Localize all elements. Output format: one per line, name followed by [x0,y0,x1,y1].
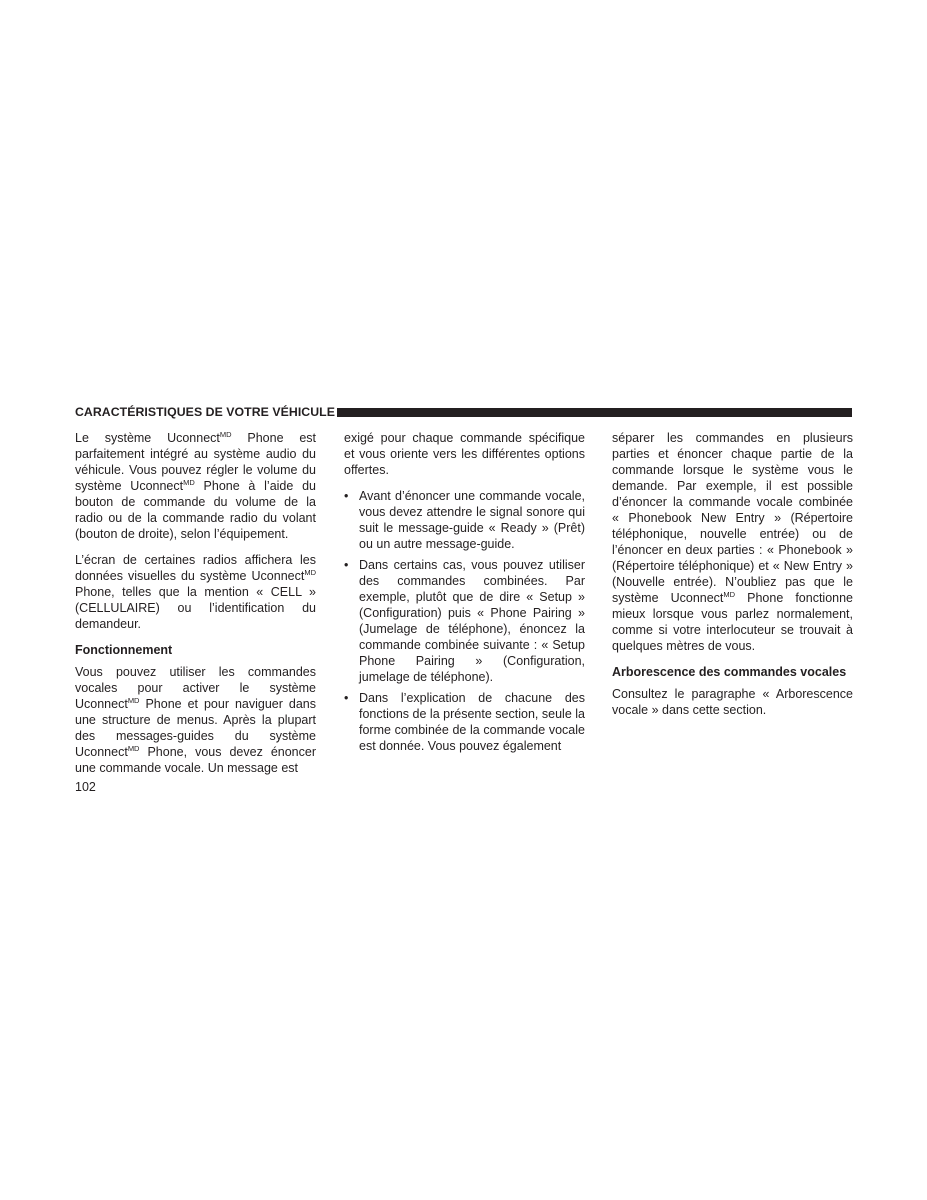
bullet-list [344,488,585,754]
superscript-md: MD [183,478,195,487]
list-item-text: Avant d’énoncer une commande vocale, vous devez attendre le signal sonore qui suit le message-guide « Ready » (Prêt) ou un autre message-guide. [359,489,585,551]
paragraph-radio-display [75,552,316,632]
paragraph-uconnect-intro [75,430,316,542]
list-item [344,488,585,552]
section-header [75,405,852,419]
text-run: séparer les commandes en plusieurs parties et énoncer chaque partie de la commande lorsque le système vous le demande. Par exemple, il est possible d’énoncer la commande vocale combinée « Phonebook New Entry » (Répertoire téléphonique, nouvelle entrée) ou de l’énoncer en deux parties : « Phonebook » (Répertoire téléphonique) et « New Entry » (Nouvelle entrée). N’oubliez pas que le système Uconnect [612,431,853,605]
superscript-md: MD [304,568,316,577]
column-2 [344,430,585,759]
text-run: Phone, vous devez énoncer une commande vocale. Un message est [75,745,316,775]
bullet-icon: • [344,489,349,503]
text-run: Phone, telles que la mention « CELL » (CELLULAIRE) ou l’identification du demandeur. [75,585,316,631]
text-run: Phone et pour naviguer dans une structure de menus. Après la plupart des messages-guides du système Uconnect [75,697,316,759]
column-3 [612,430,853,728]
bullet-icon: • [344,691,349,705]
heading-arborescence: Arborescence des commandes vocales [612,665,847,679]
column-1 [75,430,316,786]
paragraph-arborescence: Consultez le paragraphe « Arborescence vocale » dans cette section. [612,687,853,717]
superscript-md: MD [127,744,140,753]
section-title: CARACTÉRISTIQUES DE VOTRE VÉHICULE [75,405,335,419]
page-number: 102 [75,780,96,794]
list-item [344,557,585,685]
text-run: L’écran de certaines radios affichera les données visuelles du système Uconnect [75,553,316,583]
list-item [344,690,585,754]
header-rule [337,408,852,417]
paragraph-voice-commands [75,664,316,776]
bullet-icon: • [344,558,349,572]
paragraph-continued: exigé pour chaque commande spécifique et vous oriente vers les différentes options offertes. [344,431,585,477]
superscript-md: MD [723,590,736,599]
paragraph-split-commands [612,430,853,654]
text-run: Phone est parfaitement intégré au système audio du véhicule. Vous pouvez régler le volume du système Uconnect [75,431,317,493]
text-run: Phone fonctionne mieux lorsque vous parlez normalement, comme si votre interlocuteur se trouvait à quelques mètres de vous. [612,591,853,653]
list-item-text: Dans l’explication de chacune des fonctions de la présente section, seule la forme combinée de la commande vocale est donnée. Vous pouvez également [359,691,585,753]
text-run: Phone à l’aide du bouton de commande du volume de la radio ou de la commande radio du volant (bouton de droite), selon l’équipement. [75,479,316,541]
list-item-text: Dans certains cas, vous pouvez utiliser des commandes combinées. Par exemple, plutôt que de dire « Setup » (Configuration) puis « Phone Pairing » (Jumelage de téléphone), énoncez la commande combinée suivante : « Setup Phone Pairing » (Configuration, jumelage de téléphone). [359,558,585,684]
superscript-md: MD [219,430,232,439]
text-run: Vous pouvez utiliser les commandes vocales pour activer le système Uconnect [75,665,316,711]
text-run: Le système Uconnect [75,431,220,445]
heading-fonctionnement: Fonctionnement [75,643,173,657]
superscript-md: MD [127,696,140,705]
